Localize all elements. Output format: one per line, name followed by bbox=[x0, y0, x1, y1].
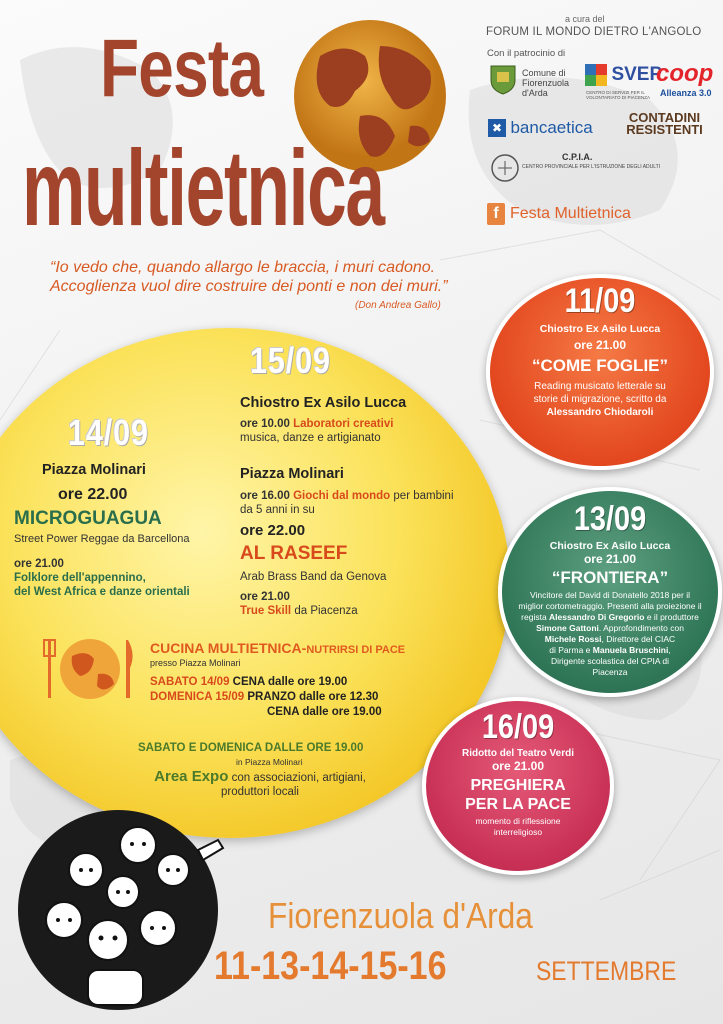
cucina-title-main: CUCINA MULTIETNICA- bbox=[150, 640, 307, 656]
day16-title bbox=[422, 776, 614, 814]
coop-logo: coop bbox=[656, 60, 714, 87]
day13-line3c: e il produttore bbox=[646, 612, 699, 622]
comune-logo bbox=[488, 62, 518, 98]
bancaetica-text: bancaetica bbox=[510, 118, 593, 137]
cucina-schedule bbox=[150, 675, 382, 720]
event-16-09-content bbox=[422, 708, 614, 838]
day16-time: ore 21.00 bbox=[491, 759, 545, 773]
day16-desc1: momento di riflessione bbox=[475, 816, 561, 826]
title-festa: Festa bbox=[100, 23, 264, 114]
coat-of-arms-icon bbox=[488, 62, 518, 96]
cpia-name: C.P.I.A. bbox=[562, 152, 593, 162]
day15-desc1: musica, danze e artigianato bbox=[240, 432, 381, 444]
day13-place: Chiostro Ex Asilo Lucca bbox=[549, 540, 671, 552]
day14-desc: Street Power Reggae da Barcellona bbox=[14, 533, 190, 545]
day13-line2: miglior cortometraggio. Presenti alla proiezione il bbox=[518, 601, 702, 611]
day14-act: MICROGUAGUA bbox=[14, 508, 162, 529]
cpia-subtitle: CENTRO PROVINCIALE PER L'ISTRUZIONE DEGLI ADULTI bbox=[522, 164, 661, 170]
cucina-dom-pranzo: PRANZO dalle ore 12.30 bbox=[247, 691, 379, 703]
day13-line5b: , Direttore del CIAC bbox=[601, 634, 676, 644]
day15-time3: ore 22.00 bbox=[240, 522, 306, 539]
day13-line6b: Manuela Bruschini bbox=[592, 645, 669, 655]
expo-where: in Piazza Molinari bbox=[236, 757, 303, 767]
title-multietnica: multietnica bbox=[22, 127, 384, 248]
expo-desc2: produttori locali bbox=[221, 786, 299, 798]
facebook-icon: f bbox=[487, 203, 505, 225]
contadini-logo: CONTADINI RESISTENTI bbox=[626, 110, 703, 137]
footer-month: SETTEMBRE bbox=[536, 956, 677, 986]
date-11-09: 11/09 bbox=[564, 282, 636, 320]
day16-desc2: interreligioso bbox=[493, 827, 543, 837]
day13-line8: Piacenza bbox=[592, 667, 628, 677]
day15-desc2b: da 5 anni in su bbox=[240, 504, 315, 516]
day13-title: “FRONTIERA” bbox=[551, 568, 669, 587]
day13-line4b: . Approfondimento con bbox=[598, 623, 684, 633]
cucina-title bbox=[150, 640, 405, 656]
day15-desc4: da Piacenza bbox=[294, 605, 358, 617]
day14-act2a: Folklore dell'appennino, bbox=[14, 572, 146, 584]
day15-desc3: Arab Brass Band da Genova bbox=[240, 571, 387, 583]
day11-desc bbox=[486, 380, 714, 419]
day13-line5a: Michele Rossi bbox=[544, 634, 602, 644]
date-14-09: 14/09 bbox=[68, 412, 149, 453]
cucina-dom: DOMENICA 15/09 bbox=[150, 691, 245, 703]
day13-line4: Simone Gattoni bbox=[536, 623, 599, 633]
day13-line7: Dirigente scolastica del CPIA di bbox=[550, 656, 670, 666]
day15-act1: Laboratori creativi bbox=[293, 418, 394, 430]
day15-time1: ore 10.00 bbox=[240, 418, 290, 430]
day15-act2: Giochi dal mondo bbox=[293, 490, 391, 502]
day14-item2 bbox=[14, 557, 190, 599]
bancaetica-logo bbox=[488, 118, 593, 138]
expo-title: Area Expo bbox=[154, 768, 229, 785]
cpia-logo bbox=[490, 153, 520, 188]
event-11-09-content bbox=[486, 282, 714, 419]
quote-text: “Io vedo che, quando allargo le braccia, i muri cadono. Accoglienza vuol dire costruire dei ponti e non dei muri.” bbox=[50, 259, 448, 295]
day15-item4 bbox=[240, 590, 358, 618]
svep-text: SVEP bbox=[611, 64, 663, 85]
cucina-title-sub: NUTRIRSI DI PACE bbox=[306, 644, 406, 656]
day14-time: ore 22.00 bbox=[58, 486, 128, 503]
day16-place: Ridotto del Teatro Verdi bbox=[461, 748, 575, 759]
facebook-link[interactable] bbox=[487, 203, 631, 225]
expo-desc1: con associazioni, artigiani, bbox=[231, 772, 366, 784]
day15-item1 bbox=[240, 417, 393, 445]
coop-subtitle: Alleanza 3.0 bbox=[660, 88, 712, 98]
day11-desc2: storie di migrazione, scritto da bbox=[533, 394, 667, 405]
day15-place1: Chiostro Ex Asilo Lucca bbox=[240, 395, 407, 411]
date-15-09: 15/09 bbox=[250, 340, 331, 381]
day16-title2: PER LA PACE bbox=[465, 796, 571, 813]
day13-line3b: Alessandro Di Gregorio bbox=[549, 612, 645, 622]
facebook-label: Festa Multietnica bbox=[510, 205, 631, 223]
day13-line6c: , bbox=[668, 645, 671, 655]
day15-time4: ore 21.00 bbox=[240, 591, 290, 603]
footer-city: Fiorenzuola d'Arda bbox=[268, 895, 533, 936]
svep-icon bbox=[585, 64, 607, 86]
day13-time: ore 21.00 bbox=[583, 552, 637, 566]
cpia-emblem-icon bbox=[490, 153, 520, 183]
expo-details bbox=[145, 770, 375, 799]
comune-name: Comune di Fiorenzuola d'Arda bbox=[522, 68, 570, 98]
day16-title1: PREGHIERA bbox=[470, 777, 566, 794]
event-13-09-content bbox=[498, 500, 722, 678]
day14-place: Piazza Molinari bbox=[42, 462, 146, 478]
day15-desc2a: per bambini bbox=[393, 490, 454, 502]
day16-desc bbox=[422, 816, 614, 838]
plate-globe-icon bbox=[42, 634, 138, 704]
svep-logo bbox=[585, 64, 662, 86]
cucina-sab: SABATO 14/09 bbox=[150, 676, 230, 688]
cucina-where: presso Piazza Molinari bbox=[150, 658, 241, 668]
day13-line6a: di Parma e bbox=[549, 645, 591, 655]
day11-time: ore 21.00 bbox=[573, 338, 627, 352]
day11-author: Alessandro Chiodaroli bbox=[546, 407, 654, 418]
day15-time2: ore 16.00 bbox=[240, 490, 290, 502]
footer-dates: 11-13-14-15-16 bbox=[214, 944, 447, 988]
cucina-sab-cena: CENA dalle ore 19.00 bbox=[232, 676, 348, 688]
day14-act2b: del West Africa e danze orientali bbox=[14, 586, 190, 598]
day11-place: Chiostro Ex Asilo Lucca bbox=[539, 323, 661, 335]
quote-author: (Don Andrea Gallo) bbox=[355, 300, 441, 311]
day13-line3a: regista bbox=[521, 612, 547, 622]
cura-label: a cura del bbox=[565, 14, 605, 24]
date-16-09: 16/09 bbox=[481, 708, 555, 746]
people-illustration bbox=[18, 800, 238, 1020]
organizer-name: FORUM IL MONDO DIETRO L'ANGOLO bbox=[486, 26, 702, 38]
day15-item2 bbox=[240, 489, 454, 517]
date-13-09: 13/09 bbox=[573, 500, 647, 538]
day11-title: “COME FOGLIE” bbox=[532, 356, 668, 375]
day13-desc bbox=[498, 590, 722, 678]
day15-place2: Piazza Molinari bbox=[240, 466, 344, 482]
patrocinio-label: Con il patrocinio di bbox=[487, 48, 566, 59]
expo-when: SABATO E DOMENICA DALLE ORE 19.00 bbox=[138, 742, 364, 754]
day15-act4: True Skill bbox=[240, 605, 292, 617]
day14-time2: ore 21.00 bbox=[14, 558, 64, 570]
day15-act3: AL RASEEF bbox=[240, 543, 348, 564]
svep-subtitle: CENTRO DI SERVIZI PER IL VOLONTARIATO DI PIACENZA bbox=[586, 90, 651, 100]
day11-desc1: Reading musicato letterale su bbox=[534, 381, 666, 392]
bancaetica-icon: ✖ bbox=[488, 119, 506, 137]
cucina-dom-cena: CENA dalle ore 19.00 bbox=[267, 706, 382, 718]
day13-line1: Vincitore del David di Donatello 2018 per il bbox=[529, 590, 691, 600]
